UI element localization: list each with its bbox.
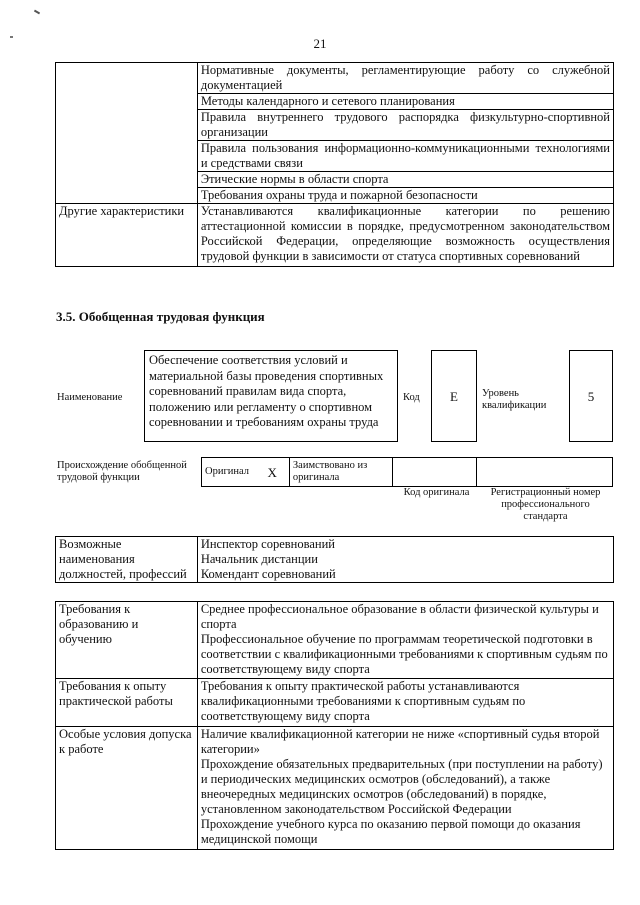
borrowed-label: Заимствовано из оригинала [289,458,392,487]
level-value: 5 [569,350,613,442]
code-original-cell [392,458,477,487]
top-table [55,62,614,267]
position-item: Инспектор соревнований [197,537,613,553]
name-label: Наименование [57,392,123,403]
code-original-label: Код оригинала [403,487,470,498]
other-characteristics-label: Другие характеристики [56,204,198,267]
requirements-table [55,601,614,850]
special-conditions-label: Особые условия допуска к работе [56,727,198,850]
top-table-row: Нормативные документы, регламентирующие работу со служебной документацией [197,63,613,94]
code-label: Код [403,392,420,403]
experience-label: Требования к опыту практической работы [56,679,198,727]
section-title: 3.5. Обобщенная трудовая функция [56,309,265,324]
top-table-row: Требования охраны труда и пожарной безопасности [197,188,613,204]
page-number: 21 [313,36,327,51]
position-item: Комендант соревнований [197,567,613,583]
top-table-row: Правила внутреннего трудового распорядка физкультурно-спортивной организации [197,110,613,141]
origin-table [201,457,613,487]
code-value: E [431,350,477,442]
top-table-row: Этические нормы в области спорта [197,172,613,188]
scan-mark [34,10,40,15]
education-label: Требования к образованию и обучению [56,602,198,679]
education-item: Профессиональное обучение по программам теоретической подготовки в соответствии с квалификационными требованиями к спортивным судьям по соответствующему виду спорта [200,632,608,676]
origin-label: Происхождение обобщенной трудовой функции [57,460,187,483]
top-table-row: Правила пользования информационно-коммуникационными технологиями и средствами связи [197,141,613,172]
top-table-empty-cell [56,63,198,204]
reg-number-label: Регистрационный номер профессионального стандарта [490,487,601,522]
function-name: Обеспечение соответствия условий и материальной базы проведения спортивных соревнований правилам вида спорта, положению или регламенту о спортивном соревновании и требованиям охраны труда [144,350,398,442]
positions-label: Возможные наименования должностей, профессий [56,537,198,583]
position-item: Начальник дистанции [197,552,613,567]
experience-item: Требования к опыту практической работы устанавливаются квалификационными требованиями к спортивным судьям по соответствующему виду спорта [200,679,526,723]
positions-table [55,536,614,583]
top-table-row: Методы календарного и сетевого планирования [197,94,613,110]
other-characteristics-text: Устанавливаются квалификационные категории по решению аттестационной комиссии в порядке, предусмотренном законодательством Российской Федерации, определяющие возможность осуществления трудовой функции в зависимости от статуса спортивных соревнований [197,204,613,267]
original-label: Оригинал [202,458,256,487]
level-label: Уровень квалификации [482,388,547,411]
original-mark: X [255,458,289,487]
special-condition-item: Наличие квалификационной категории не ниже «спортивный судья второй категории» [200,727,600,756]
reg-number-cell [477,458,613,487]
education-item: Среднее профессиональное образование в области физической культуры и спорта [200,602,599,631]
special-condition-item: Прохождение обязательных предварительных (при поступлении на работу) и периодических медицинских осмотров (обследований), а также внеочередных медицинских осмотров (обследований) в порядке, установленном законодательством Российской Федерации [200,757,603,816]
special-condition-item: Прохождение учебного курса по оказанию первой помощи до оказания медицинской помощи [200,817,581,846]
